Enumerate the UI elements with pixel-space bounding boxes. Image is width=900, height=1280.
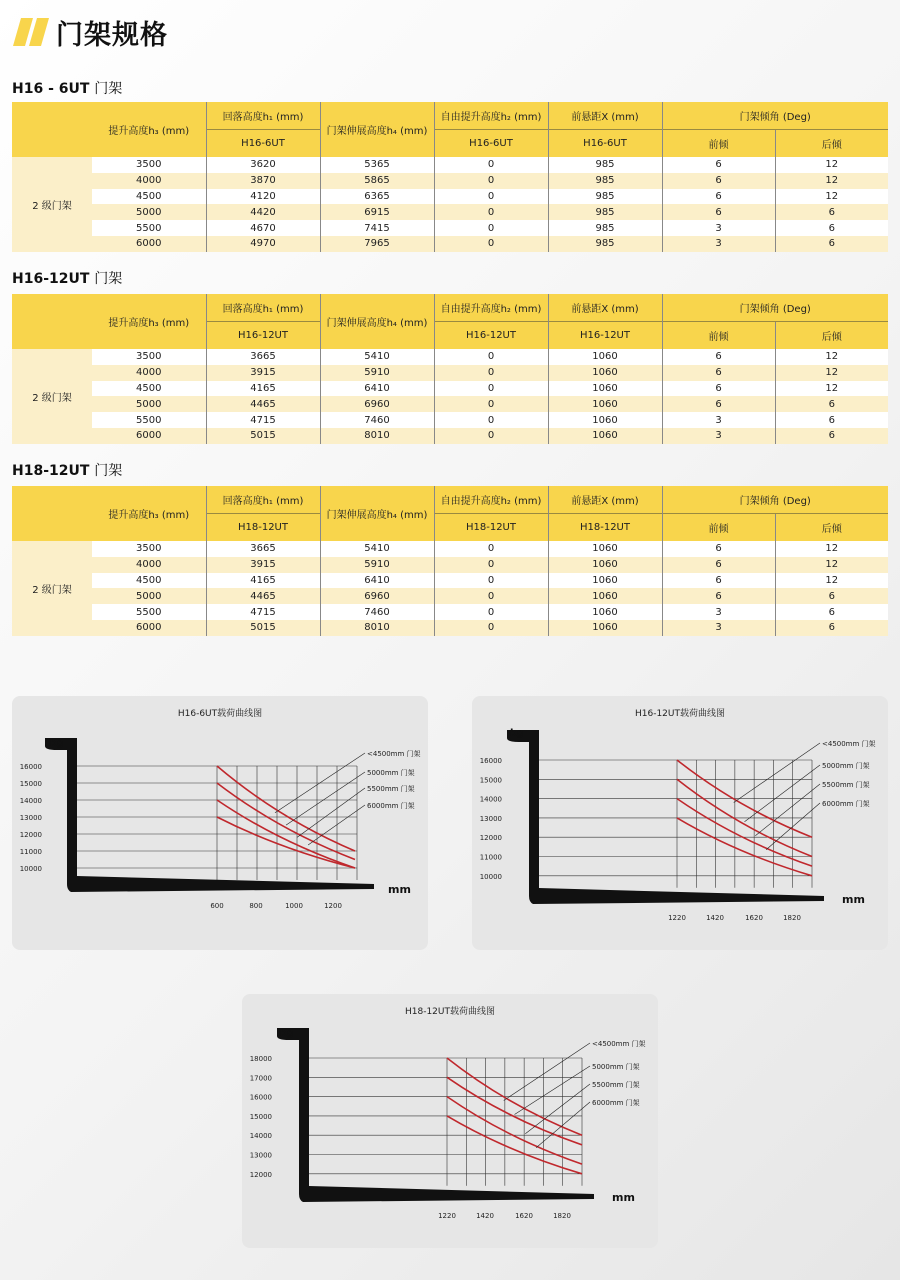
y-tick-label: 15000 — [19, 780, 42, 788]
model-name: H16 - 6UT — [12, 81, 90, 97]
table-cell: 4500 — [92, 573, 206, 589]
table-row — [12, 604, 888, 620]
table-row — [12, 573, 888, 589]
leader-line — [504, 1043, 590, 1100]
header-extended: 门架伸展高度h₄ (mm) — [320, 486, 434, 541]
table-cell: 4165 — [206, 573, 320, 589]
table-cell: 6 — [775, 396, 888, 412]
table-cell: 4465 — [206, 396, 320, 412]
table-cell: 1060 — [548, 349, 662, 365]
forklift-frame-icon — [277, 1028, 594, 1202]
table-cell: 0 — [434, 573, 548, 589]
table-cell: 7965 — [320, 236, 434, 252]
table-cell: 3620 — [206, 157, 320, 173]
table-cell: 6 — [662, 204, 775, 220]
table-cell: 4500 — [92, 381, 206, 397]
curve-label: 5500mm 门架 — [367, 785, 415, 793]
table-cell: 6960 — [320, 396, 434, 412]
table-cell: 3915 — [206, 365, 320, 381]
table-cell: 4465 — [206, 588, 320, 604]
table-cell: 4420 — [206, 204, 320, 220]
table-cell: 4715 — [206, 604, 320, 620]
table-cell: 985 — [548, 173, 662, 189]
y-tick-label: 13000 — [479, 814, 502, 823]
table-row — [12, 588, 888, 604]
table-cell: 6 — [662, 541, 775, 557]
table-cell: 6 — [775, 428, 888, 444]
table-cell: 0 — [434, 173, 548, 189]
table-cell: 3500 — [92, 541, 206, 557]
x-tick-label: 600 — [210, 902, 224, 910]
table-cell: 8010 — [320, 620, 434, 636]
table-cell: 6000 — [92, 620, 206, 636]
x-axis-unit: mm — [612, 1191, 635, 1204]
curve-label: 5000mm 门架 — [592, 1063, 640, 1071]
table-cell: 1060 — [548, 381, 662, 397]
table-cell: 3 — [662, 604, 775, 620]
y-axis-unit: kg — [510, 728, 524, 739]
spec-table — [12, 102, 888, 252]
subheader-forward-tilt: 前倾 — [662, 130, 775, 158]
table-cell: 6 — [662, 396, 775, 412]
table-cell: 4165 — [206, 381, 320, 397]
table-cell: 3870 — [206, 173, 320, 189]
table-cell: 7415 — [320, 220, 434, 236]
table-cell: 6000 — [92, 428, 206, 444]
y-tick-label: 12000 — [479, 834, 502, 843]
header-blank — [12, 294, 92, 349]
table-cell: 985 — [548, 157, 662, 173]
y-axis-unit: kg — [50, 738, 64, 749]
table-row — [12, 412, 888, 428]
table-cell: 3665 — [206, 349, 320, 365]
table-cell: 0 — [434, 412, 548, 428]
table-cell: 6 — [662, 349, 775, 365]
subheader-free-lift-model: H16-12UT — [434, 322, 548, 350]
table-row — [12, 396, 888, 412]
table-cell: 0 — [434, 541, 548, 557]
table-cell: 3665 — [206, 541, 320, 557]
header-lowered: 回落高度h₁ (mm) — [206, 294, 320, 322]
subheader-lowered-model: H16-6UT — [206, 130, 320, 158]
page-header — [12, 14, 168, 50]
table-cell: 0 — [434, 220, 548, 236]
subheader-overhang-model: H16-12UT — [548, 322, 662, 350]
y-tick-label: 11000 — [479, 853, 502, 862]
y-tick-label: 16000 — [249, 1093, 272, 1102]
table-cell: 5500 — [92, 604, 206, 620]
header-overhang: 前悬距X (mm) — [548, 294, 662, 322]
model-name: H16-12UT — [12, 271, 90, 287]
chart-title: H16-12UT载荷曲线图 — [634, 709, 726, 719]
table-cell: 6 — [662, 157, 775, 173]
model-suffix: 门架 — [94, 81, 123, 97]
table-cell: 4670 — [206, 220, 320, 236]
y-tick-label: 16000 — [19, 763, 42, 771]
header-overhang: 前悬距X (mm) — [548, 102, 662, 130]
table-cell: 5410 — [320, 541, 434, 557]
header-extended: 门架伸展高度h₄ (mm) — [320, 294, 434, 349]
x-tick-label: 1820 — [553, 1212, 571, 1220]
table-cell: 0 — [434, 428, 548, 444]
header-free-lift: 自由提升高度h₂ (mm) — [434, 294, 548, 322]
header-overhang: 前悬距X (mm) — [548, 486, 662, 514]
subheader-forward-tilt: 前倾 — [662, 322, 775, 350]
curve-label: 6000mm 门架 — [367, 802, 415, 810]
x-tick-label: 1620 — [745, 914, 763, 922]
load-curve-panel — [472, 696, 888, 950]
header-lift: 提升高度h₃ (mm) — [92, 486, 206, 541]
table-cell: 3500 — [92, 349, 206, 365]
table-cell: 3 — [662, 428, 775, 444]
table-cell: 12 — [775, 573, 888, 589]
table-row — [12, 428, 888, 444]
leader-line — [734, 743, 820, 802]
table-cell: 4970 — [206, 236, 320, 252]
model-suffix: 门架 — [94, 463, 123, 479]
header-lift: 提升高度h₃ (mm) — [92, 102, 206, 157]
table-cell: 0 — [434, 204, 548, 220]
header-free-lift: 自由提升高度h₂ (mm) — [434, 102, 548, 130]
table-cell: 6 — [775, 588, 888, 604]
load-curve-line — [447, 1097, 582, 1165]
table-cell: 12 — [775, 173, 888, 189]
header-lowered: 回落高度h₁ (mm) — [206, 486, 320, 514]
header-tilt: 门架倾角 (Deg) — [662, 486, 888, 514]
curve-label: <4500mm 门架 — [367, 750, 421, 758]
table-cell: 6 — [775, 412, 888, 428]
header-lowered: 回落高度h₁ (mm) — [206, 102, 320, 130]
x-tick-label: 1620 — [515, 1212, 533, 1220]
table-cell: 1060 — [548, 412, 662, 428]
y-tick-label: 14000 — [249, 1132, 272, 1141]
y-tick-label: 12000 — [249, 1170, 272, 1179]
spec-table — [12, 294, 888, 444]
table-cell: 6410 — [320, 381, 434, 397]
table-title — [12, 268, 122, 288]
table-cell: 5500 — [92, 412, 206, 428]
table-cell: 5910 — [320, 365, 434, 381]
table-cell: 4715 — [206, 412, 320, 428]
table-cell: 3500 — [92, 157, 206, 173]
table-cell: 12 — [775, 365, 888, 381]
table-row — [12, 365, 888, 381]
header-tilt: 门架倾角 (Deg) — [662, 294, 888, 322]
table-cell: 8010 — [320, 428, 434, 444]
y-tick-label: 16000 — [479, 757, 502, 765]
x-tick-label: 800 — [249, 902, 263, 910]
table-cell: 6 — [775, 236, 888, 252]
x-axis-unit: mm — [388, 883, 411, 896]
load-curve-panel — [12, 696, 428, 950]
table-cell: 0 — [434, 349, 548, 365]
y-tick-label: 11000 — [19, 848, 42, 856]
table-cell: 5365 — [320, 157, 434, 173]
table-cell: 12 — [775, 157, 888, 173]
table-cell: 6 — [775, 604, 888, 620]
subheader-back-tilt: 后倾 — [775, 322, 888, 350]
table-cell: 1060 — [548, 365, 662, 381]
table-cell: 6 — [662, 557, 775, 573]
leader-line — [515, 1066, 591, 1114]
table-row — [12, 620, 888, 636]
y-tick-label: 15000 — [479, 776, 502, 785]
table-cell: 0 — [434, 157, 548, 173]
table-cell: 3 — [662, 236, 775, 252]
forklift-frame-icon — [507, 730, 824, 904]
curve-label: 5000mm 门架 — [367, 769, 415, 777]
forklift-frame-icon — [45, 738, 374, 892]
table-cell: 985 — [548, 204, 662, 220]
table-cell: 5410 — [320, 349, 434, 365]
table-row — [12, 173, 888, 189]
header-blank — [12, 486, 92, 541]
curve-label: <4500mm 门架 — [592, 1040, 646, 1048]
header-lift: 提升高度h₃ (mm) — [92, 294, 206, 349]
subheader-back-tilt: 后倾 — [775, 514, 888, 542]
table-cell: 12 — [775, 381, 888, 397]
header-free-lift: 自由提升高度h₂ (mm) — [434, 486, 548, 514]
leader-line — [755, 784, 820, 836]
subheader-forward-tilt: 前倾 — [662, 514, 775, 542]
table-cell: 1060 — [548, 588, 662, 604]
table-cell: 6915 — [320, 204, 434, 220]
y-tick-label: 18000 — [249, 1055, 272, 1063]
table-cell: 6 — [662, 189, 775, 205]
x-tick-label: 1420 — [476, 1212, 494, 1220]
table-cell: 5000 — [92, 204, 206, 220]
table-cell: 4000 — [92, 173, 206, 189]
table-cell: 6000 — [92, 236, 206, 252]
table-row — [12, 204, 888, 220]
table-cell: 1060 — [548, 557, 662, 573]
table-cell: 1060 — [548, 604, 662, 620]
subheader-free-lift-model: H18-12UT — [434, 514, 548, 542]
chart-title: H18-12UT载荷曲线图 — [404, 1007, 496, 1017]
y-tick-label: 14000 — [19, 797, 42, 805]
header-blank — [12, 102, 92, 157]
table-cell: 985 — [548, 236, 662, 252]
y-tick-label: 12000 — [19, 831, 42, 839]
table-title — [12, 78, 122, 98]
header-tilt: 门架倾角 (Deg) — [662, 102, 888, 130]
table-cell: 1060 — [548, 541, 662, 557]
table-cell: 6 — [662, 173, 775, 189]
load-curve-line — [677, 799, 812, 867]
table-cell: 7460 — [320, 412, 434, 428]
table-cell: 0 — [434, 396, 548, 412]
leader-line — [525, 1084, 590, 1134]
table-cell: 0 — [434, 620, 548, 636]
table-cell: 6 — [662, 573, 775, 589]
table-cell: 3 — [662, 220, 775, 236]
subheader-free-lift-model: H16-6UT — [434, 130, 548, 158]
table-cell: 0 — [434, 557, 548, 573]
table-cell: 0 — [434, 604, 548, 620]
mast-group-label: 2 级门架 — [12, 349, 92, 444]
y-tick-label: 13000 — [249, 1151, 272, 1160]
table-cell: 4000 — [92, 557, 206, 573]
subheader-back-tilt: 后倾 — [775, 130, 888, 158]
table-row — [12, 220, 888, 236]
x-tick-label: 1200 — [324, 902, 342, 910]
curve-label: 6000mm 门架 — [592, 1099, 640, 1107]
table-cell: 985 — [548, 220, 662, 236]
table-cell: 4000 — [92, 365, 206, 381]
table-row — [12, 349, 888, 365]
header-extended: 门架伸展高度h₄ (mm) — [320, 102, 434, 157]
table-cell: 12 — [775, 557, 888, 573]
table-cell: 3 — [662, 412, 775, 428]
table-cell: 4120 — [206, 189, 320, 205]
table-cell: 0 — [434, 236, 548, 252]
curve-label: 5500mm 门架 — [822, 781, 870, 789]
table-row — [12, 381, 888, 397]
y-tick-label: 14000 — [479, 795, 502, 804]
x-tick-label: 1000 — [285, 902, 303, 910]
load-curve-chart — [12, 696, 428, 950]
table-row — [12, 157, 888, 173]
table-cell: 5000 — [92, 396, 206, 412]
y-tick-label: 10000 — [19, 865, 42, 873]
curve-label: 5500mm 门架 — [592, 1081, 640, 1089]
table-cell: 5500 — [92, 220, 206, 236]
table-cell: 3915 — [206, 557, 320, 573]
table-cell: 12 — [775, 189, 888, 205]
x-tick-label: 1820 — [783, 914, 801, 922]
table-cell: 1060 — [548, 396, 662, 412]
load-curve-line — [677, 818, 812, 876]
table-cell: 0 — [434, 381, 548, 397]
model-suffix: 门架 — [94, 271, 123, 287]
mast-group-label: 2 级门架 — [12, 541, 92, 636]
load-curve-line — [447, 1116, 582, 1174]
load-curve-line — [217, 766, 355, 851]
model-name: H18-12UT — [12, 463, 90, 479]
table-cell: 0 — [434, 365, 548, 381]
subheader-lowered-model: H16-12UT — [206, 322, 320, 350]
table-cell: 5865 — [320, 173, 434, 189]
mast-group-label: 2 级门架 — [12, 157, 92, 252]
load-curve-chart — [242, 994, 658, 1248]
table-cell: 6365 — [320, 189, 434, 205]
table-cell: 0 — [434, 189, 548, 205]
table-cell: 6 — [775, 620, 888, 636]
table-cell: 7460 — [320, 604, 434, 620]
y-tick-label: 17000 — [249, 1074, 272, 1083]
spec-table — [12, 486, 888, 636]
table-cell: 12 — [775, 541, 888, 557]
table-cell: 6 — [662, 588, 775, 604]
load-curve-line — [447, 1077, 582, 1145]
page-title: 门架规格 — [56, 19, 168, 51]
table-cell: 3 — [662, 620, 775, 636]
table-cell: 4500 — [92, 189, 206, 205]
table-cell: 5015 — [206, 428, 320, 444]
table-cell: 6 — [775, 220, 888, 236]
curve-label: 5000mm 门架 — [822, 762, 870, 770]
y-tick-label: 13000 — [19, 814, 42, 822]
table-cell: 5910 — [320, 557, 434, 573]
table-cell: 6 — [662, 365, 775, 381]
table-cell: 1060 — [548, 428, 662, 444]
table-cell: 1060 — [548, 620, 662, 636]
table-row — [12, 541, 888, 557]
y-tick-label: 15000 — [249, 1112, 272, 1121]
table-cell: 985 — [548, 189, 662, 205]
table-row — [12, 236, 888, 252]
table-cell: 6960 — [320, 588, 434, 604]
table-cell: 6 — [775, 204, 888, 220]
load-curve-panel — [242, 994, 658, 1248]
subheader-overhang-model: H16-6UT — [548, 130, 662, 158]
chart-title: H16-6UT载荷曲线图 — [177, 709, 263, 719]
leader-line — [297, 788, 365, 837]
table-cell: 6410 — [320, 573, 434, 589]
x-tick-label: 1220 — [668, 914, 686, 922]
table-cell: 0 — [434, 588, 548, 604]
table-cell: 5000 — [92, 588, 206, 604]
table-title — [12, 460, 122, 480]
curve-label: 6000mm 门架 — [822, 800, 870, 808]
y-tick-label: 10000 — [479, 872, 502, 881]
table-cell: 1060 — [548, 573, 662, 589]
x-tick-label: 1420 — [706, 914, 724, 922]
table-row — [12, 557, 888, 573]
x-tick-label: 1220 — [438, 1212, 456, 1220]
load-curve-chart — [472, 696, 888, 950]
slash-logo-icon — [12, 16, 50, 48]
curve-label: <4500mm 门架 — [822, 740, 876, 748]
subheader-lowered-model: H18-12UT — [206, 514, 320, 542]
subheader-overhang-model: H18-12UT — [548, 514, 662, 542]
leader-line — [308, 805, 365, 845]
x-axis-unit: mm — [842, 893, 865, 906]
table-cell: 6 — [662, 381, 775, 397]
table-row — [12, 189, 888, 205]
load-curve-line — [217, 783, 355, 860]
table-cell: 12 — [775, 349, 888, 365]
y-axis-unit: kg — [280, 1028, 294, 1039]
table-cell: 5015 — [206, 620, 320, 636]
